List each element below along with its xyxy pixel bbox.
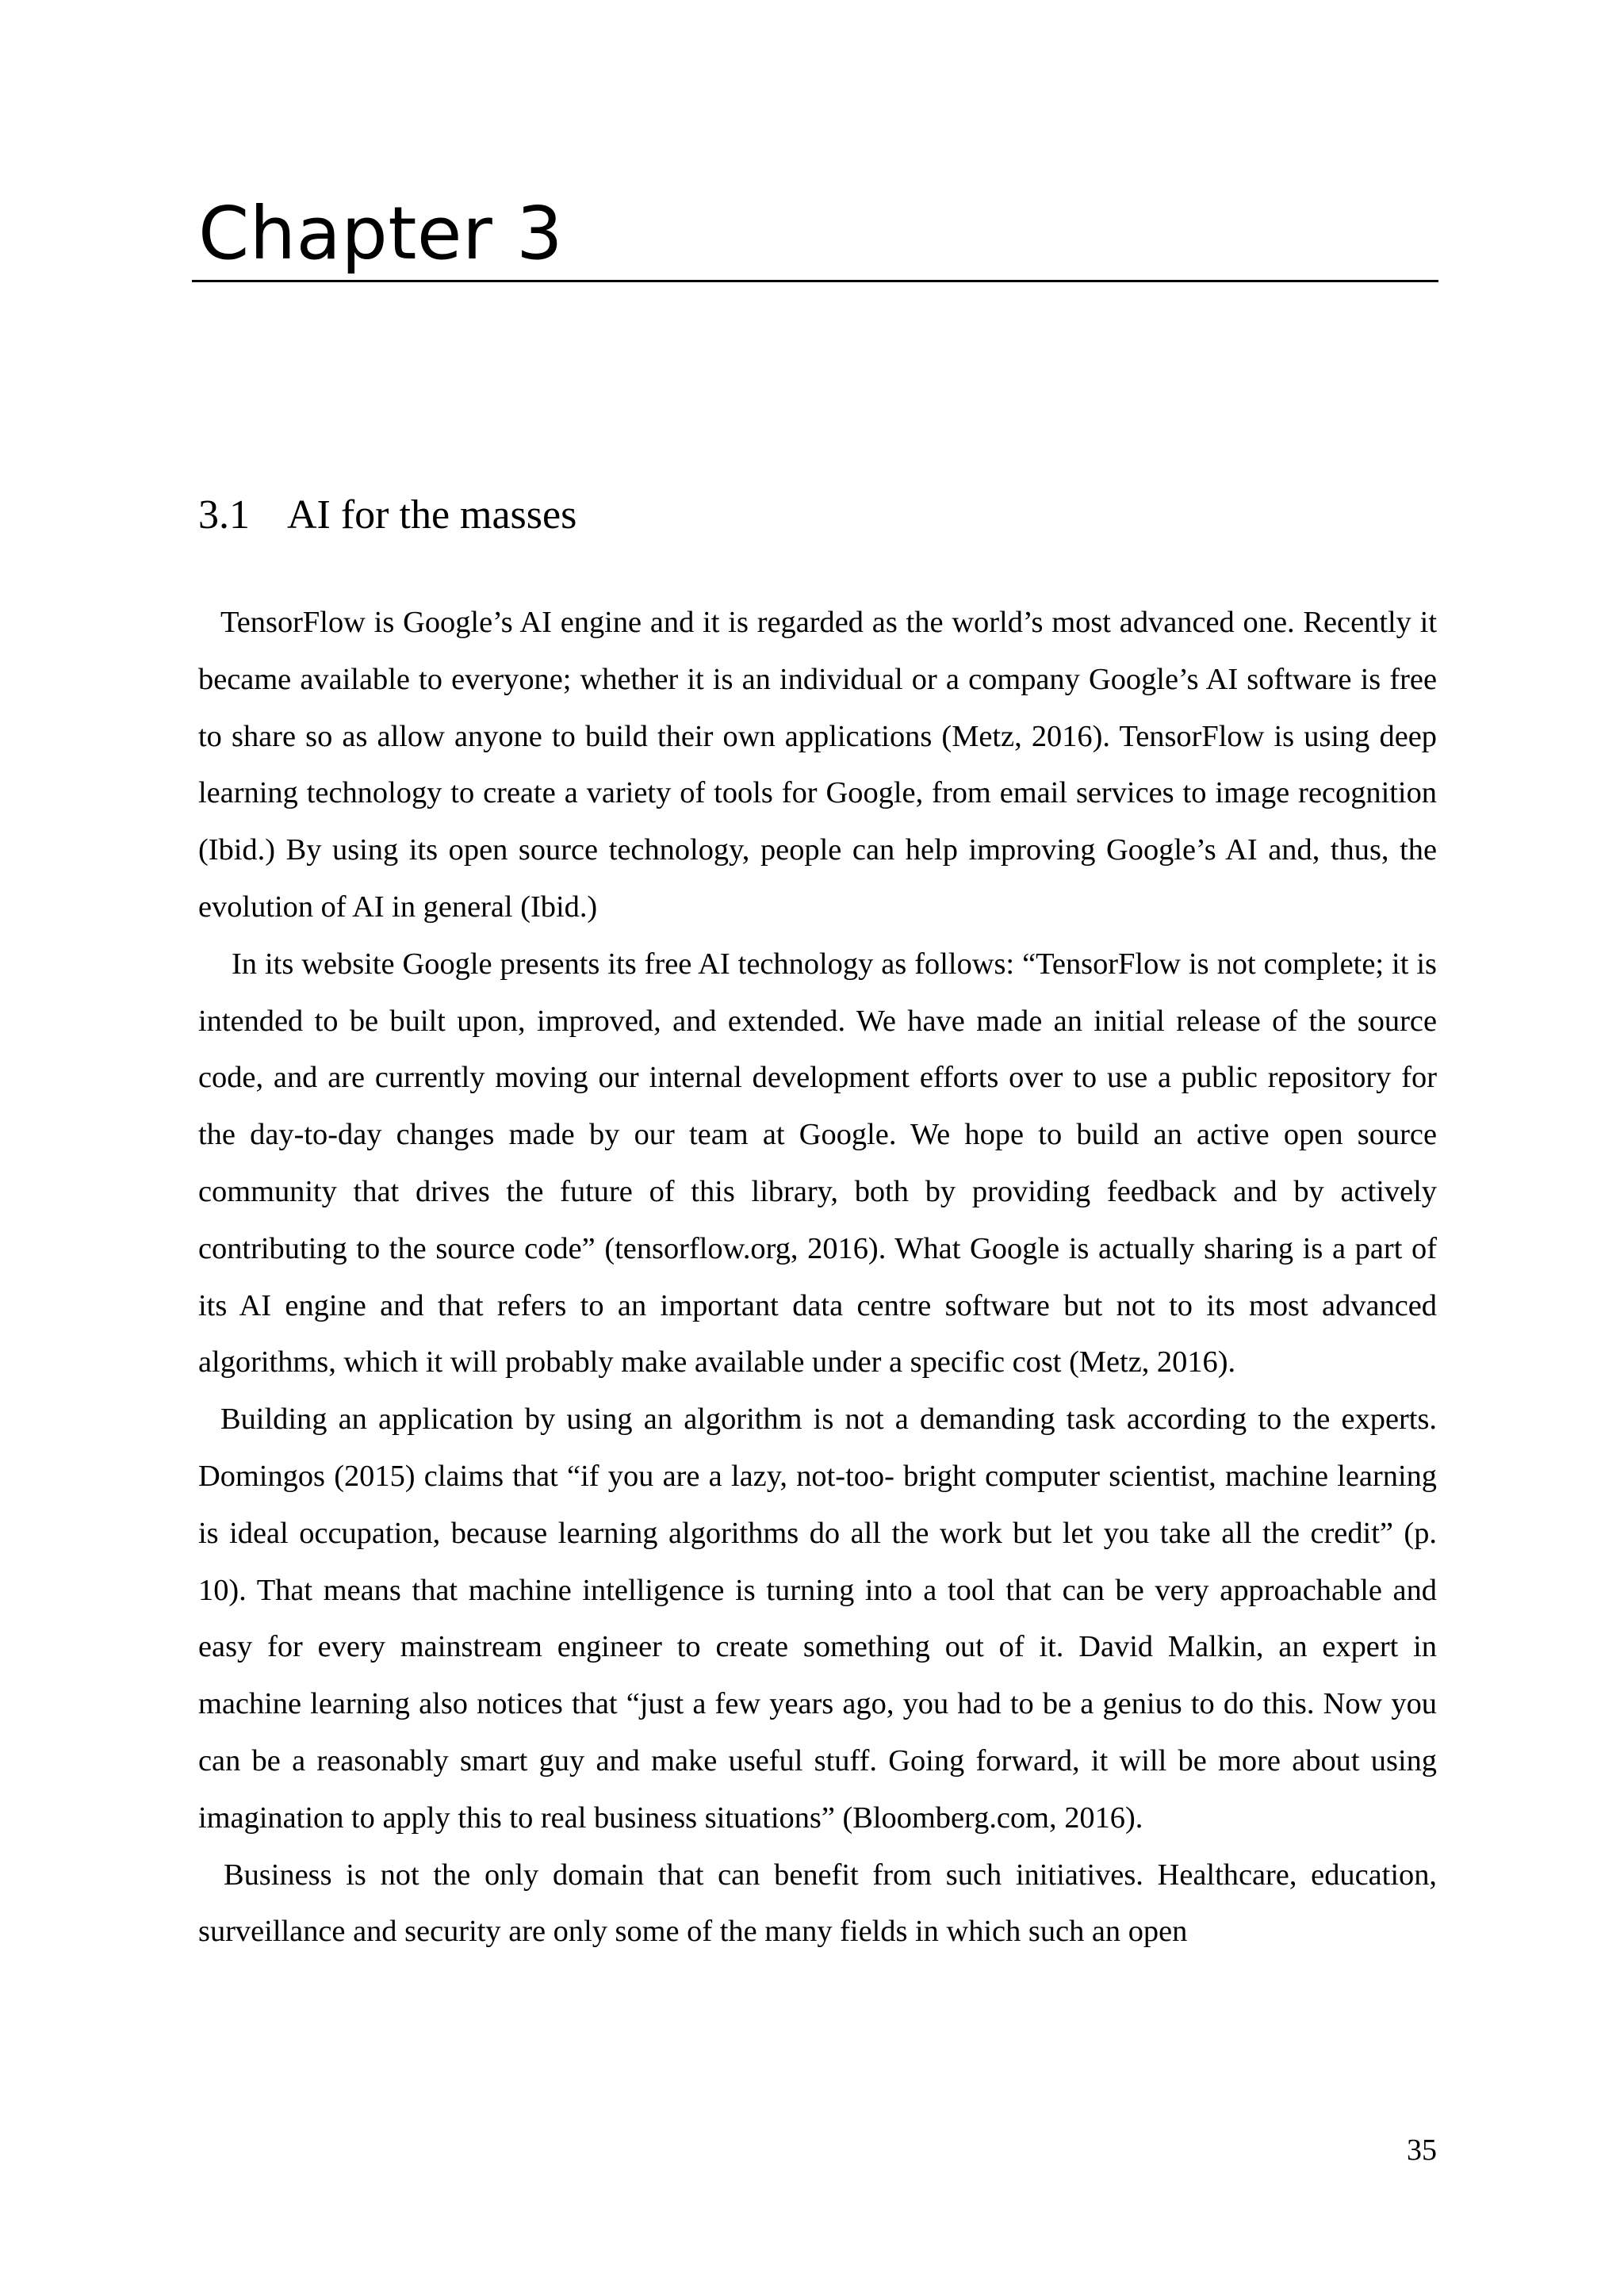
paragraph: Building an application by using an algorithm is not a demanding task according to the experts. Domingos (2015) claims that “if you are a lazy, not-too- bright computer scientist, machine learning is ideal occupation, because learning algorithms do all the work but let you take all the credit” (p. 10). That means that machine intelligence is turning into a tool that can be very approachable and easy for every mainstream engineer to create something out of it. David Malkin, an expert in machine learning also notices that “just a few years ago, you had to be a genius to do this. Now you can be a reasonably smart guy and make useful stuff. Going forward, it will be more about using imagination to apply this to real business situations” (Bloomberg.com, 2016).	[198, 1402, 1437, 1835]
section-title: AI for the masses	[287, 492, 577, 538]
chapter-header	[195, 193, 1438, 282]
chapter-rule	[192, 280, 1438, 282]
body-text	[198, 595, 1437, 1961]
paragraph: TensorFlow is Google’s AI engine and it is regarded as the world’s most advanced one. Recently it became available to everyone; whether it is an individual or a company Google’s AI software is free to share so as allow anyone to build their own applications (Metz, 2016). TensorFlow is using deep learning technology to create a variety of tools for Google, from email services to image recognition (Ibid.) By using its open source technology, people can help improving Google’s AI and, thus, the evolution of AI in general (Ibid.)	[198, 606, 1437, 924]
section-heading	[198, 492, 576, 538]
paragraph: In its website Google presents its free AI technology as follows: “TensorFlow is not complete; it is intended to be built upon, improved, and extended. We have made an initial release of the source code, and are currently moving our internal development efforts over to use a public repository for the day-to-day changes made by our team at Google. We hope to build an active open source community that drives the future of this library, both by providing feedback and by actively contributing to the source code” (tensorflow.org, 2016). What Google is actually sharing is a part of its AI engine and that refers to an important data centre software but not to its most advanced algorithms, which it will probably make available under a specific cost (Metz, 2016).	[198, 947, 1437, 1380]
section-number: 3.1	[198, 492, 250, 538]
page-number: 35	[1407, 2133, 1437, 2167]
chapter-title: Chapter 3	[198, 191, 564, 276]
paragraph: Business is not the only domain that can benefit from such initiatives. Healthcare, education, surveillance and security are only some of the many fields in which such an open	[198, 1858, 1437, 1949]
